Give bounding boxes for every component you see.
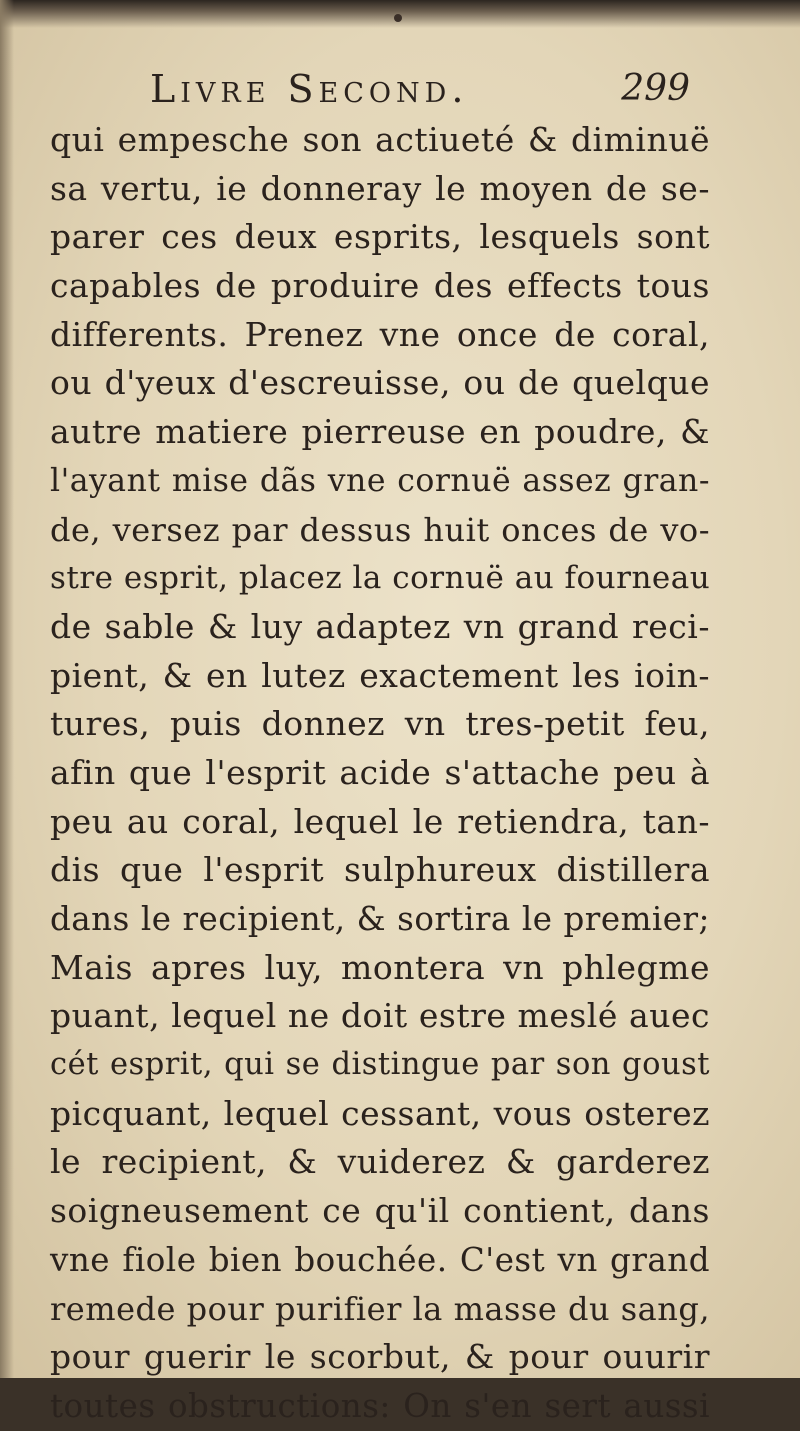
text-line: de sable & luy adaptez vn grand reci- [50, 606, 710, 646]
running-title: Livre Second. [150, 67, 469, 111]
text-line: afin que l'esprit acide s'attache peu à [50, 752, 710, 792]
text-line: vne fiole bien bouchée. C'est vn grand [50, 1240, 710, 1279]
page-gutter [0, 0, 14, 1378]
page-header [150, 66, 690, 112]
text-line: differents. Prenez vne once de coral, [50, 314, 710, 354]
text-line: cét esprit, qui se distingue par son goust [50, 1047, 710, 1083]
text-line: pient, & en lutez exactement les ioin- [50, 655, 710, 695]
text-line: de, versez par dessus huit onces de vo- [50, 510, 710, 549]
ink-mark [394, 14, 402, 22]
text-line: picquant, lequel cessant, vous osterez [50, 1093, 710, 1133]
text-line: soigneusement ce qu'il contient, dans [50, 1191, 710, 1231]
text-line: Mais apres luy, montera vn phlegme [50, 947, 710, 987]
text-line: pour guerir le scorbut, & pour ouurir [50, 1337, 710, 1377]
text-line: sa vertu, ie donneray le moyen de se- [50, 168, 710, 208]
text-line: remede pour purifier la masse du sang, [50, 1289, 710, 1328]
text-line: qui empesche son actiueté & diminuë [50, 120, 710, 159]
text-line: l'ayant mise dãs vne cornuë assez gran- [50, 462, 710, 499]
text-line: tures, puis donnez vn tres-petit feu, [50, 704, 710, 744]
text-line: dis que l'esprit sulphureux distillera [50, 850, 710, 890]
text-line: stre esprit, placez la cornuë au fourneau [50, 560, 711, 597]
text-line: toutes obstructions: On s'en sert aussi [50, 1386, 710, 1425]
text-line: le recipient, & vuiderez & garderez [50, 1142, 710, 1182]
text-line: capables de produire des effects tous [50, 266, 710, 306]
text-line: ou d'yeux d'escreuisse, ou de quelque [50, 363, 710, 403]
text-line: dans le recipient, & sortira le premier; [50, 900, 710, 938]
text-line: peu au coral, lequel le retiendra, tan- [50, 801, 710, 841]
body-text [50, 116, 710, 1431]
page-number: 299 [621, 68, 690, 109]
text-line: puant, lequel ne doit estre meslé auec [50, 996, 710, 1036]
text-line: autre matiere pierreuse en poudre, & [50, 412, 710, 452]
text-line: parer ces deux esprits, lesquels sont [50, 217, 710, 257]
